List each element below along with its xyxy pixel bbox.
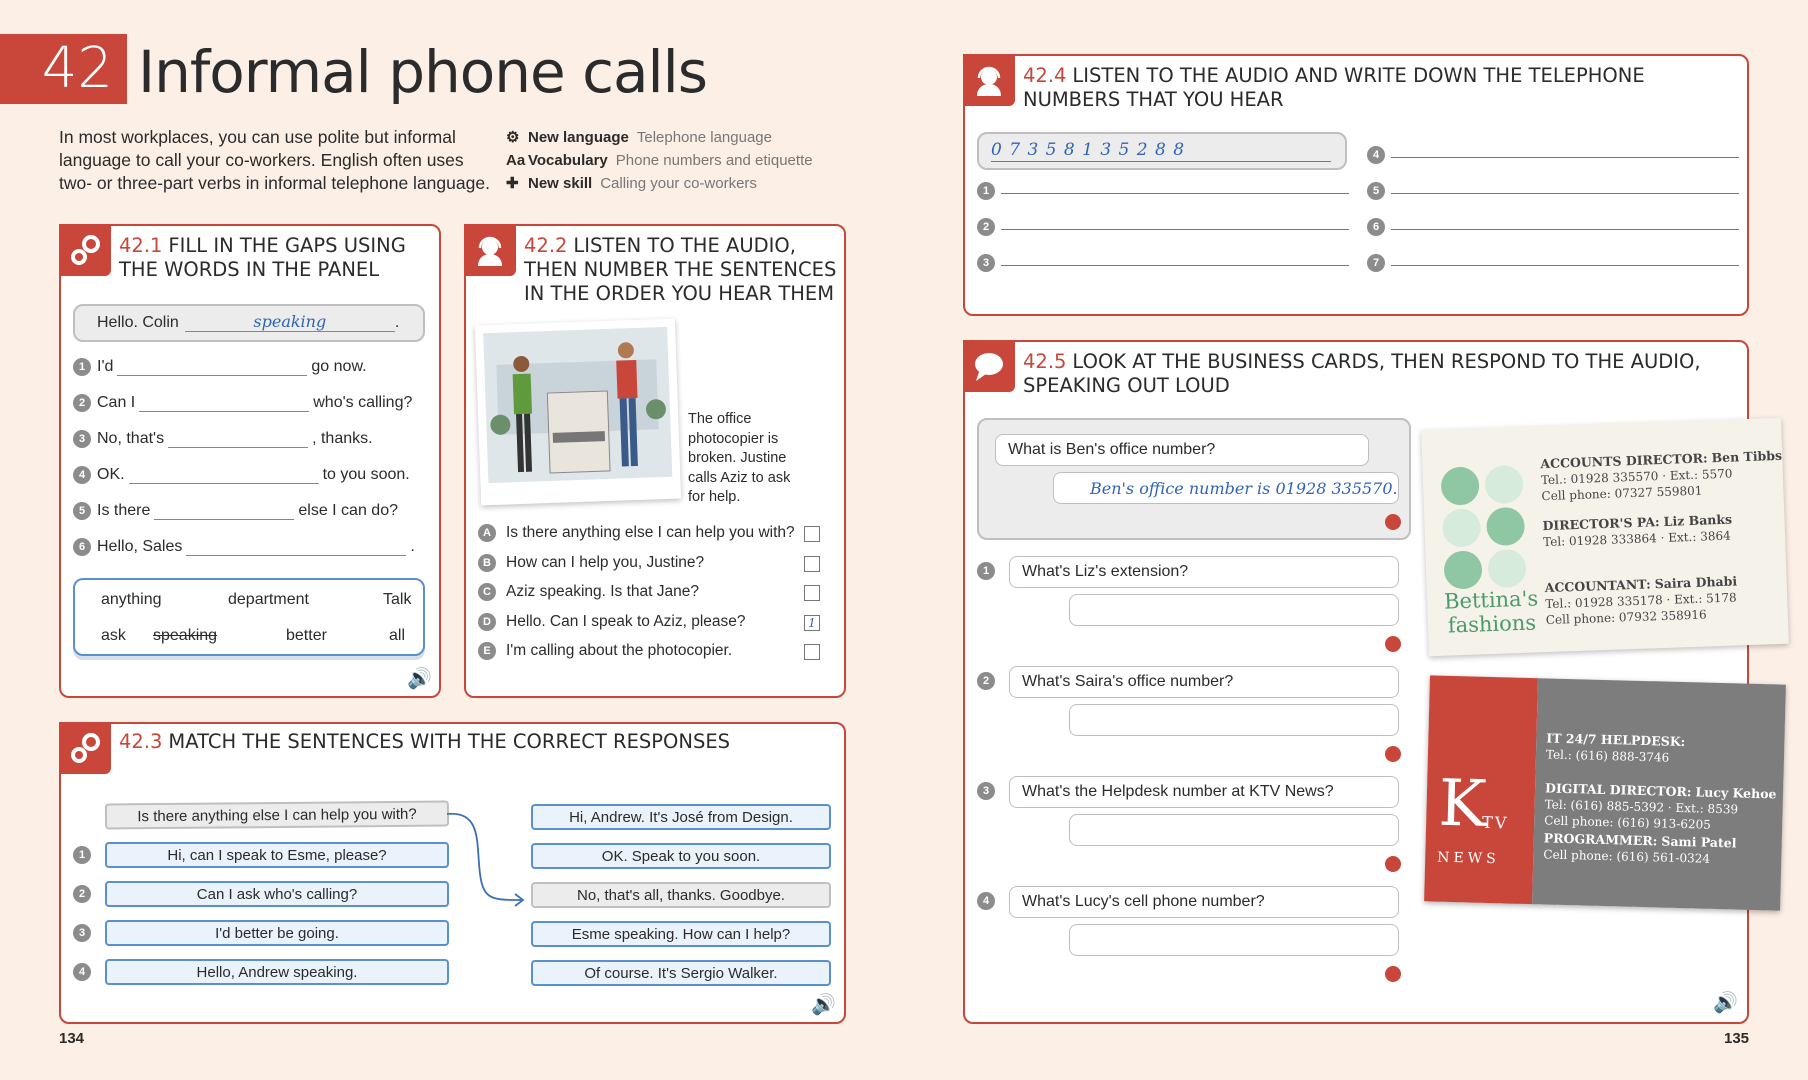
answer-bubble[interactable]: [1069, 704, 1399, 736]
ordering-sentence: B How can I help you, Justine?: [478, 554, 704, 572]
order-checkbox[interactable]: [804, 644, 820, 660]
exercise-42-2: [464, 224, 846, 698]
item-number: 2: [73, 885, 91, 903]
gear-icon: ⚙: [506, 129, 520, 146]
answer-gap[interactable]: [186, 538, 406, 556]
example-line: [991, 160, 1331, 162]
word-ask: ask: [101, 627, 126, 644]
order-checkbox[interactable]: [804, 556, 820, 572]
example-question: What is Ben's office number?: [995, 434, 1369, 466]
page-title: Informal phone calls: [138, 38, 708, 106]
gap-sentence: 5 Is there else I can do?: [73, 498, 398, 520]
gap-sentence: 2 Can I who's calling?: [73, 390, 412, 412]
aa-icon: Aa: [506, 152, 526, 169]
item-number: 6: [1367, 218, 1385, 236]
word-speaking: speaking: [153, 627, 218, 644]
business-card-bettinas: [1421, 418, 1789, 656]
gap-sentence: 1 I'd go now.: [73, 354, 367, 376]
exercise-42-5: [963, 340, 1783, 1024]
audio-icon[interactable]: 🔊: [1713, 992, 1738, 1014]
question-bubble: What's Saira's office number?: [1009, 666, 1399, 698]
answer-line[interactable]: [1391, 228, 1739, 230]
card-entry: PROGRAMMER: Sami Patel Cell phone: (616) 561-0324: [1543, 830, 1737, 866]
item-number: 4: [73, 466, 91, 484]
exercise-title: 42.2 LISTEN TO THE AUDIO, THEN NUMBER THE SENTENCES IN THE ORDER YOU HEAR THEM: [524, 234, 837, 305]
item-number: 1: [977, 562, 995, 580]
page-number-left: 134: [59, 1030, 85, 1047]
match-right[interactable]: Esme speaking. How can I help?: [531, 921, 831, 947]
answer-bubble[interactable]: [1069, 814, 1399, 846]
item-number: 2: [977, 218, 995, 236]
match-left[interactable]: Hi, can I speak to Esme, please?: [105, 842, 449, 868]
answer-gap[interactable]: [168, 430, 308, 448]
match-left[interactable]: I'd better be going.: [105, 920, 449, 946]
speaker-icon: [1385, 966, 1401, 982]
question-bubble: What's Lucy's cell phone number?: [1009, 886, 1399, 918]
audio-icon[interactable]: 🔊: [811, 994, 836, 1016]
question-bubble: What's Liz's extension?: [1009, 556, 1399, 588]
item-number: 2: [977, 672, 995, 690]
meta-row: Aa Vocabulary Phone numbers and etiquette: [506, 149, 813, 172]
answer-gap[interactable]: [139, 394, 309, 412]
item-number: 4: [977, 892, 995, 910]
card-entry: DIRECTOR'S PA: Liz Banks Tel: 01928 333864 · Ext.: 3864: [1542, 511, 1733, 550]
ordering-sentence: C Aziz speaking. Is that Jane?: [478, 583, 699, 601]
item-number: 2: [73, 394, 91, 412]
card-entry: ACCOUNTANT: Saira Dhabi Tel.: 01928 335178 · Ext.: 5178 Cell phone: 07932 358916: [1544, 573, 1738, 628]
page-number-right: 135: [1724, 1030, 1750, 1047]
item-number: 7: [1367, 254, 1385, 272]
question-bubble: What's the Helpdesk number at KTV News?: [1009, 776, 1399, 808]
unit-number: 42: [0, 34, 127, 104]
ordering-sentence: E I'm calling about the photocopier.: [478, 642, 732, 660]
headset-icon: [963, 54, 1015, 106]
match-right[interactable]: OK. Speak to you soon.: [531, 843, 831, 869]
photo-office-photocopier: [475, 319, 681, 506]
exercise-title: 42.3 MATCH THE SENTENCES WITH THE CORRECT RESPONSES: [119, 730, 731, 753]
item-number: 5: [73, 502, 91, 520]
meta-row: ⚙ New language Telephone language: [506, 126, 813, 149]
item-number: 1: [73, 846, 91, 864]
speaker-icon: [1385, 636, 1401, 652]
speaker-icon: [1385, 856, 1401, 872]
exercise-title: 42.4 LISTEN TO THE AUDIO AND WRITE DOWN THE TELEPHONE NUMBERS THAT YOU HEAR: [1023, 64, 1645, 111]
order-checkbox[interactable]: [804, 526, 820, 542]
answer-bubble[interactable]: [1069, 594, 1399, 626]
logo-dots: [1440, 465, 1534, 588]
audio-icon[interactable]: 🔊: [407, 668, 432, 690]
match-right[interactable]: No, that's all, thanks. Goodbye.: [531, 882, 831, 908]
ordering-sentence: D Hello. Can I speak to Aziz, please?: [478, 613, 746, 631]
answer-line[interactable]: [1001, 264, 1349, 266]
answer-gap[interactable]: [129, 466, 319, 484]
item-letter: A: [478, 524, 496, 542]
answer-line[interactable]: [1001, 192, 1349, 194]
item-letter: D: [478, 613, 496, 631]
item-number: 4: [1367, 146, 1385, 164]
item-number: 3: [73, 924, 91, 942]
answer-gap[interactable]: [117, 358, 307, 376]
exercise-42-1: [59, 224, 441, 698]
example-sentence: Hello. Colin speaking .: [97, 312, 400, 331]
answer-line[interactable]: [1001, 228, 1349, 230]
card-entry: ACCOUNTS DIRECTOR: Ben Tibbs Tel.: 01928 335570 · Ext.: 5570 Cell phone: 07327 559801: [1540, 447, 1783, 504]
card-entry: IT 24/7 HELPDESK: Tel.: (616) 888-3746: [1545, 730, 1686, 765]
item-number: 1: [977, 182, 995, 200]
business-card-ktv: [1424, 675, 1786, 910]
gap-sentence: 3 No, that's , thanks.: [73, 426, 373, 448]
ktv-logo: K TV NEWS: [1424, 675, 1538, 904]
item-number: 4: [73, 963, 91, 981]
item-number: 3: [73, 430, 91, 448]
intro-text: In most workplaces, you can use polite but informal language to call your co-workers. English often uses two- or three-part verbs in informal telephone language.: [59, 127, 490, 193]
match-example: Is there anything else I can help you with?: [105, 800, 449, 829]
card-entry: DIGITAL DIRECTOR: Lucy Kehoe Tel: (616) 885-5392 · Ext.: 8539 Cell phone: (616) 913-6205: [1544, 780, 1777, 832]
item-letter: C: [478, 583, 496, 601]
word-all: all: [389, 627, 406, 644]
gears-icon: [59, 722, 111, 774]
example-answer: Ben's office number is 01928 335570.: [1053, 472, 1399, 504]
exercise-42-4: [963, 54, 1749, 316]
answer-line[interactable]: [1391, 264, 1739, 266]
match-left[interactable]: Hello, Andrew speaking.: [105, 959, 449, 985]
headset-icon: [464, 224, 516, 276]
photo-caption: The office photocopier is broken. Justine calls Aziz to ask for help.: [688, 411, 791, 505]
gap-sentence: 4 OK. to you soon.: [73, 462, 410, 484]
brand-name: Bettina's fashions: [1443, 586, 1539, 638]
word-department: department: [228, 591, 309, 608]
exercise-42-3: [59, 722, 846, 1024]
order-checkbox[interactable]: 1: [804, 615, 820, 631]
word-anything: anything: [101, 591, 162, 608]
word-better: better: [286, 627, 327, 644]
example-number: 0 7 3 5 8 1 3 5 2 8 8: [991, 140, 1186, 160]
unit-meta: [506, 126, 813, 195]
answer-line[interactable]: [1391, 156, 1739, 158]
item-number: 1: [73, 358, 91, 376]
item-number: 3: [977, 254, 995, 272]
item-number: 3: [977, 782, 995, 800]
exercise-title: 42.5 LOOK AT THE BUSINESS CARDS, THEN RESPOND TO THE AUDIO, SPEAKING OUT LOUD: [1023, 350, 1701, 397]
item-number: 5: [1367, 182, 1385, 200]
exercise-title: 42.1 FILL IN THE GAPS USING THE WORDS IN THE PANEL: [119, 234, 406, 281]
answer-gap[interactable]: [154, 502, 294, 520]
gears-icon: [59, 224, 111, 276]
speech-bubble-icon: [963, 340, 1015, 392]
ordering-sentence: A Is there anything else I can help you with?: [478, 524, 795, 542]
item-letter: B: [478, 554, 496, 572]
gap-sentence: 6 Hello, Sales .: [73, 534, 415, 556]
match-arrow: [445, 810, 535, 920]
match-right[interactable]: Hi, Andrew. It's José from Design.: [531, 804, 831, 830]
puzzle-icon: ✚: [506, 175, 519, 192]
match-right[interactable]: Of course. It's Sergio Walker.: [531, 960, 831, 986]
speaker-icon: [1385, 514, 1401, 530]
match-left[interactable]: Can I ask who's calling?: [105, 881, 449, 907]
meta-row: ✚ New skill Calling your co-workers: [506, 172, 813, 195]
item-letter: E: [478, 642, 496, 660]
word-talk: Talk: [383, 591, 412, 608]
speaker-icon: [1385, 746, 1401, 762]
answer-line[interactable]: [1391, 192, 1739, 194]
order-checkbox[interactable]: [804, 585, 820, 601]
example-answer: speaking: [185, 312, 395, 332]
item-number: 6: [73, 538, 91, 556]
answer-bubble[interactable]: [1069, 924, 1399, 956]
